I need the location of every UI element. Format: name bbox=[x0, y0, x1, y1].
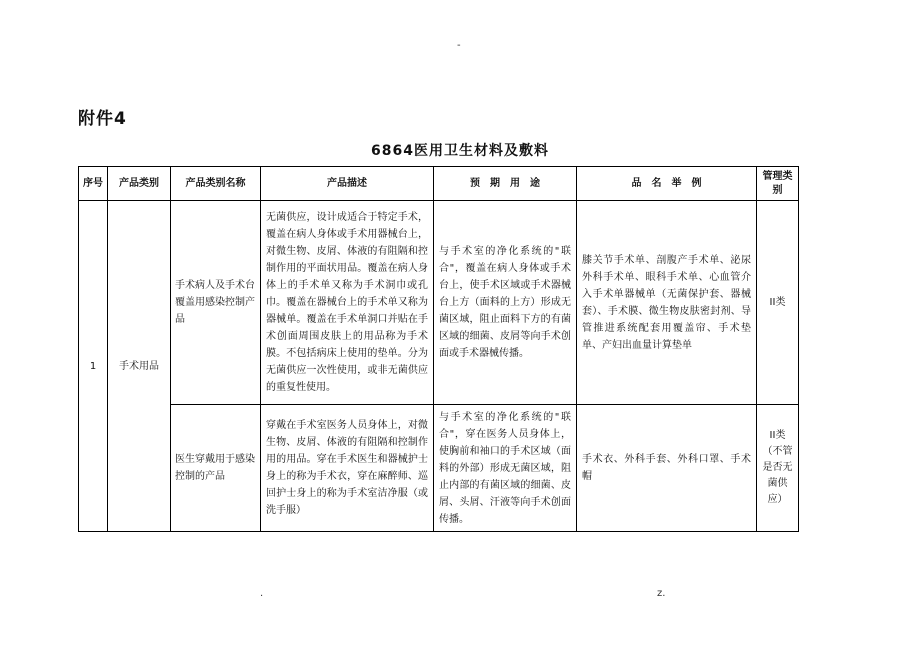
header-intended-use: 预 期 用 途 bbox=[434, 167, 577, 201]
footer-left-mark: . bbox=[260, 588, 264, 599]
table-row bbox=[79, 405, 799, 532]
document-title: 6864医用卫生材料及敷料 bbox=[371, 143, 549, 159]
product-category-cell: 手术用品 bbox=[108, 201, 171, 532]
category-name-cell: 手术病人及手术台覆盖用感染控制产品 bbox=[171, 201, 261, 405]
management-class-cell: II类（不管是否无菌供应） bbox=[757, 405, 799, 532]
header-product-category: 产品类别 bbox=[108, 167, 171, 201]
page-top-mark: - bbox=[457, 40, 461, 51]
row-number: 1 bbox=[79, 201, 108, 532]
table-header-row bbox=[79, 167, 799, 201]
intended-use-cell: 与手术室的净化系统的"联合"，穿在医务人员身体上，使胸前和袖口的手术区域（面料的外部）形成无菌区域，阻止内部的有菌区域的细菌、皮屑、头屑、汗液等向手术创面传播。 bbox=[434, 405, 577, 532]
examples-cell: 手术衣、外科手套、外科口罩、手术帽 bbox=[577, 405, 757, 532]
intended-use-cell: 与手术室的净化系统的"联合"，覆盖在病人身体或手术台上，使手术区域或手术器械台上方（面料的上方）形成无菌区域，阻止面料下方的有菌区域的细菌、皮屑等向手术创面或手术器械传播。 bbox=[434, 201, 577, 405]
header-examples: 品 名 举 例 bbox=[577, 167, 757, 201]
management-class-cell: II类 bbox=[757, 201, 799, 405]
attachment-label: 附件4 bbox=[78, 109, 127, 129]
footer-right-mark: z. bbox=[657, 588, 666, 599]
table-row bbox=[79, 201, 799, 405]
category-name-cell: 医生穿戴用于感染控制的产品 bbox=[171, 405, 261, 532]
header-category-name: 产品类别名称 bbox=[171, 167, 261, 201]
header-description: 产品描述 bbox=[261, 167, 434, 201]
description-cell: 穿戴在手术室医务人员身体上，对微生物、皮屑、体液的有阻隔和控制作用的用品。穿在手术医生和器械护士身上的称为手术衣，穿在麻醉师、巡回护士身上的称为手术室洁净服（或洗手服） bbox=[261, 405, 434, 532]
product-classification-table bbox=[78, 166, 799, 532]
header-no: 序号 bbox=[79, 167, 108, 201]
examples-cell: 膝关节手术单、剖腹产手术单、泌尿外科手术单、眼科手术单、心血管介入手术单器械单（无菌保护套、器械套）、手术膜、微生物皮肤密封剂、导管推进系统配套用覆盖帘、手术垫单、产妇出血量计算垫单 bbox=[577, 201, 757, 405]
description-cell: 无菌供应，设计成适合于特定手术，覆盖在病人身体或手术用器械台上，对微生物、皮屑、体液的有阻隔和控制作用的平面状用品。覆盖在病人身体上的手术单又称为手术洞巾或孔巾。覆盖在器械台上的手术单又称为器械单。覆盖在手术单洞口并贴在手术创面周围皮肤上的用品称为手术膜。不包括病床上使用的垫单。分为无菌供应一次性使用，或非无菌供应的重复性使用。 bbox=[261, 201, 434, 405]
header-management-class: 管理类别 bbox=[757, 167, 799, 201]
